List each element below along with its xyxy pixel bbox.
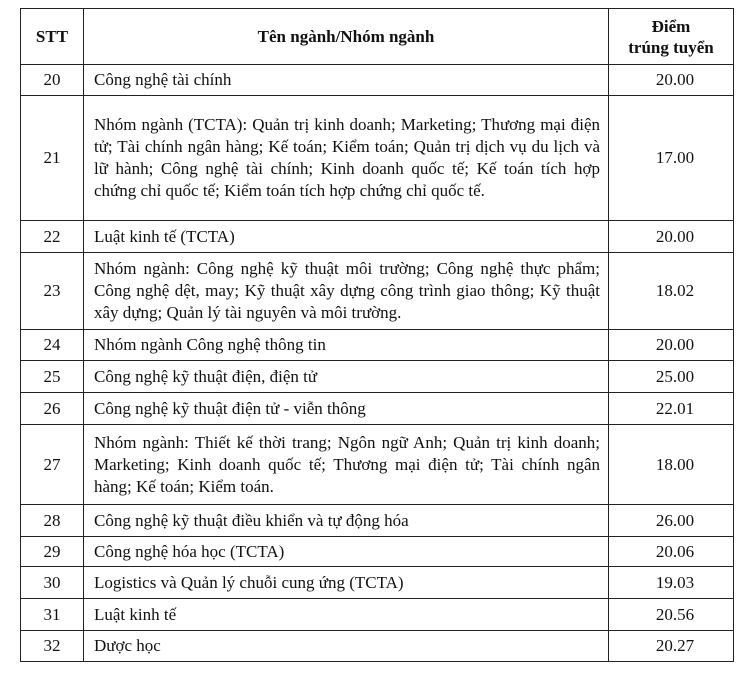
header-score-line2: trúng tuyển [628,37,714,57]
row-major-name: Nhóm ngành (TCTA): Quản trị kinh doanh; Marketing; Thương mại điện tử; Tài chính ngân hàng; Kế toán; Kiểm toán; Quản trị dịch vụ du lịch và lữ hành; Công nghệ tài chính; Kinh doanh quốc tế; Kế toán tích hợp chứng chỉ quốc tế; Kiểm toán tích hợp chứng chỉ quốc tế. [84,96,609,221]
row-stt: 20 [21,65,84,96]
row-major-name: Luật kinh tế [84,599,609,631]
row-score: 20.00 [609,221,734,253]
table-row [21,505,734,537]
table-row [21,221,734,253]
row-major-name: Nhóm ngành: Thiết kế thời trang; Ngôn ngữ Anh; Quản trị kinh doanh; Marketing; Kinh doanh quốc tế; Thương mại điện tử; Tài chính ngân hàng; Kế toán; Kiểm toán. [84,425,609,505]
row-major-name: Nhóm ngành Công nghệ thông tin [84,330,609,361]
header-major-name: Tên ngành/Nhóm ngành [84,9,609,65]
row-major-name: Nhóm ngành: Công nghệ kỹ thuật môi trường; Công nghệ thực phẩm; Công nghệ dệt, may; Kỹ thuật xây dựng công trình giao thông; Kỹ thuật xây dựng; Quản lý tài nguyên và môi trường. [84,253,609,330]
row-score: 18.00 [609,425,734,505]
row-major-name: Công nghệ kỹ thuật điện tử - viễn thông [84,393,609,425]
row-stt: 32 [21,631,84,662]
table-row [21,631,734,662]
header-score [609,9,734,65]
table-row [21,65,734,96]
row-stt: 23 [21,253,84,330]
row-major-name: Logistics và Quản lý chuỗi cung ứng (TCTA) [84,567,609,599]
header-stt: STT [21,9,84,65]
table-row [21,537,734,567]
row-major-name: Công nghệ tài chính [84,65,609,96]
table-row [21,361,734,393]
row-major-name: Dược học [84,631,609,662]
row-score: 20.00 [609,65,734,96]
table-row [21,96,734,221]
row-score: 20.06 [609,537,734,567]
table-row [21,567,734,599]
row-major-name: Công nghệ kỹ thuật điện, điện tử [84,361,609,393]
admission-score-table [20,8,734,662]
row-major-name: Công nghệ hóa học (TCTA) [84,537,609,567]
table-row [21,253,734,330]
row-stt: 24 [21,330,84,361]
table-row [21,330,734,361]
table-header-row [21,9,734,65]
row-score: 25.00 [609,361,734,393]
row-major-name: Luật kinh tế (TCTA) [84,221,609,253]
row-stt: 22 [21,221,84,253]
header-score-line1: Điểm [651,16,691,36]
row-stt: 30 [21,567,84,599]
row-stt: 28 [21,505,84,537]
row-stt: 21 [21,96,84,221]
row-score: 17.00 [609,96,734,221]
row-major-name: Công nghệ kỹ thuật điều khiển và tự động hóa [84,505,609,537]
row-score: 18.02 [609,253,734,330]
row-stt: 26 [21,393,84,425]
row-score: 20.00 [609,330,734,361]
table-row [21,393,734,425]
row-stt: 29 [21,537,84,567]
row-score: 20.56 [609,599,734,631]
row-score: 20.27 [609,631,734,662]
row-stt: 25 [21,361,84,393]
row-score: 19.03 [609,567,734,599]
row-score: 22.01 [609,393,734,425]
table-row [21,425,734,505]
table-row [21,599,734,631]
row-stt: 31 [21,599,84,631]
row-score: 26.00 [609,505,734,537]
row-stt: 27 [21,425,84,505]
